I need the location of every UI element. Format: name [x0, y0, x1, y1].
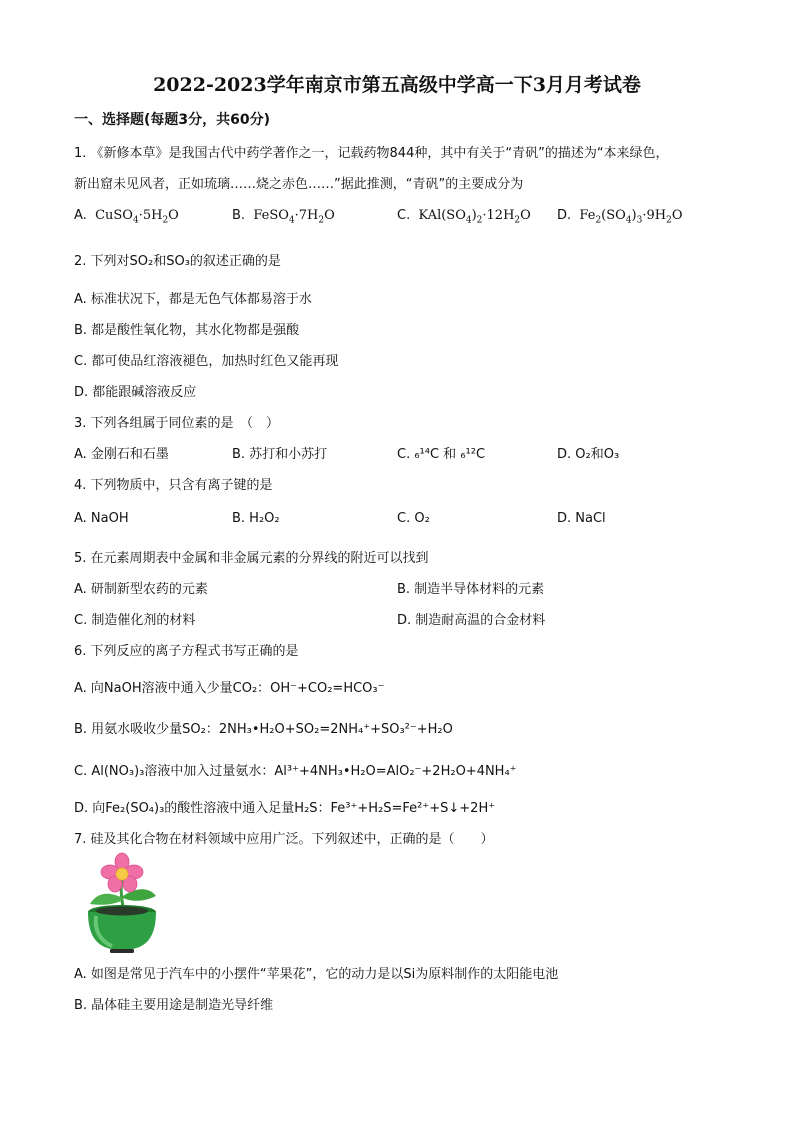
q3-option-a: A. 金刚石和石墨 [74, 447, 169, 462]
q1-option-d-label: D. [557, 208, 572, 223]
q1-option-c-formula: $KAl(SO_4)_2\cdot 12H_2O$ [414, 208, 531, 226]
q7-option-a: A. 如图是常见于汽车中的小摆件“苹果花”，它的动力是以Si为原料制作的太阳能电池 [74, 967, 559, 982]
q6-option-b: B. 用氨水吸收少量SO₂：2NH₃•H₂O+SO₂=2NH₄⁺+SO₃²⁻+H₂O [74, 722, 453, 737]
q5-option-a: A. 研制新型农药的元素 [74, 582, 208, 597]
q4-option-d: D. NaCl [557, 511, 606, 526]
q1-option-a-formula: $CuSO_4\cdot 5H_2O$ [90, 208, 179, 226]
q2-stem: 2. 下列对SO₂和SO₃的叙述正确的是 [74, 254, 281, 269]
q1-option-d-formula: $Fe_2(SO_4)_3\cdot 9H_2O$ [575, 208, 683, 226]
q5-stem: 5. 在元素周期表中金属和非金属元素的分界线的附近可以找到 [74, 551, 429, 566]
q1-option-b [232, 208, 335, 226]
q3-option-b: B. 苏打和小苏打 [232, 447, 328, 462]
q4-stem: 4. 下列物质中，只含有离子键的是 [74, 478, 273, 493]
apple-flower-image [76, 850, 168, 954]
q4-option-a: A. NaOH [74, 511, 129, 526]
q6-option-d: D. 向Fe₂(SO₄)₃的酸性溶液中通入足量H₂S：Fe³⁺+H₂S=Fe²⁺+S↓+2H⁺ [74, 801, 496, 816]
q2-option-b: B. 都是酸性氧化物，其水化物都是强酸 [74, 323, 300, 338]
q1-stem-line1: 1. 《新修本草》是我国古代中药学著作之一，记载药物844种，其中有关于“青矾”的描述为“本来绿色， [74, 146, 669, 161]
q3-stem: 3. 下列各组属于同位素的是 （ ） [74, 416, 280, 431]
q2-option-d: D. 都能跟碱溶液反应 [74, 385, 197, 400]
q2-option-c: C. 都可使品红溶液褪色，加热时红色又能再现 [74, 354, 339, 369]
q1-option-d [557, 208, 683, 226]
q1-option-c-label: C. [397, 208, 411, 223]
q7-stem: 7. 硅及其化合物在材料领域中应用广泛。下列叙述中，正确的是（ ） [74, 832, 494, 847]
q4-option-b: B. H₂O₂ [232, 511, 280, 526]
q1-option-c [397, 208, 531, 226]
q5-option-d: D. 制造耐高温的合金材料 [397, 613, 546, 628]
q6-option-c: C. Al(NO₃)₃溶液中加入过量氨水：Al³⁺+4NH₃•H₂O=AlO₂⁻+2H₂O+4NH₄⁺ [74, 764, 517, 779]
q4-option-c: C. O₂ [397, 511, 430, 526]
q2-option-a: A. 标准状况下，都是无色气体都易溶于水 [74, 292, 312, 307]
q1-stem-line2: 新出窟未见风者，正如琉璃……烧之赤色……”据此推测，“青矾”的主要成分为 [74, 177, 524, 192]
exam-title: 2022-2023学年南京市第五高级中学高一下3月月考试卷 [153, 74, 641, 96]
q1-option-b-formula: $FeSO_4\cdot 7H_2O$ [249, 208, 335, 226]
q3-option-d: D. O₂和O₃ [557, 447, 620, 462]
q6-option-a: A. 向NaOH溶液中通入少量CO₂：OH⁻+CO₂=HCO₃⁻ [74, 681, 385, 696]
q6-stem: 6. 下列反应的离子方程式书写正确的是 [74, 644, 299, 659]
q3-option-c: C. ₆¹⁴C 和 ₆¹²C [397, 447, 486, 462]
q1-option-a [74, 208, 179, 226]
section-heading: 一、选择题(每题3分，共60分) [74, 112, 271, 128]
q5-option-c: C. 制造催化剂的材料 [74, 613, 196, 628]
q1-option-b-label: B. [232, 208, 246, 223]
q5-option-b: B. 制造半导体材料的元素 [397, 582, 545, 597]
q7-option-b: B. 晶体硅主要用途是制造光导纤维 [74, 998, 274, 1013]
q1-option-a-label: A. [74, 208, 87, 223]
